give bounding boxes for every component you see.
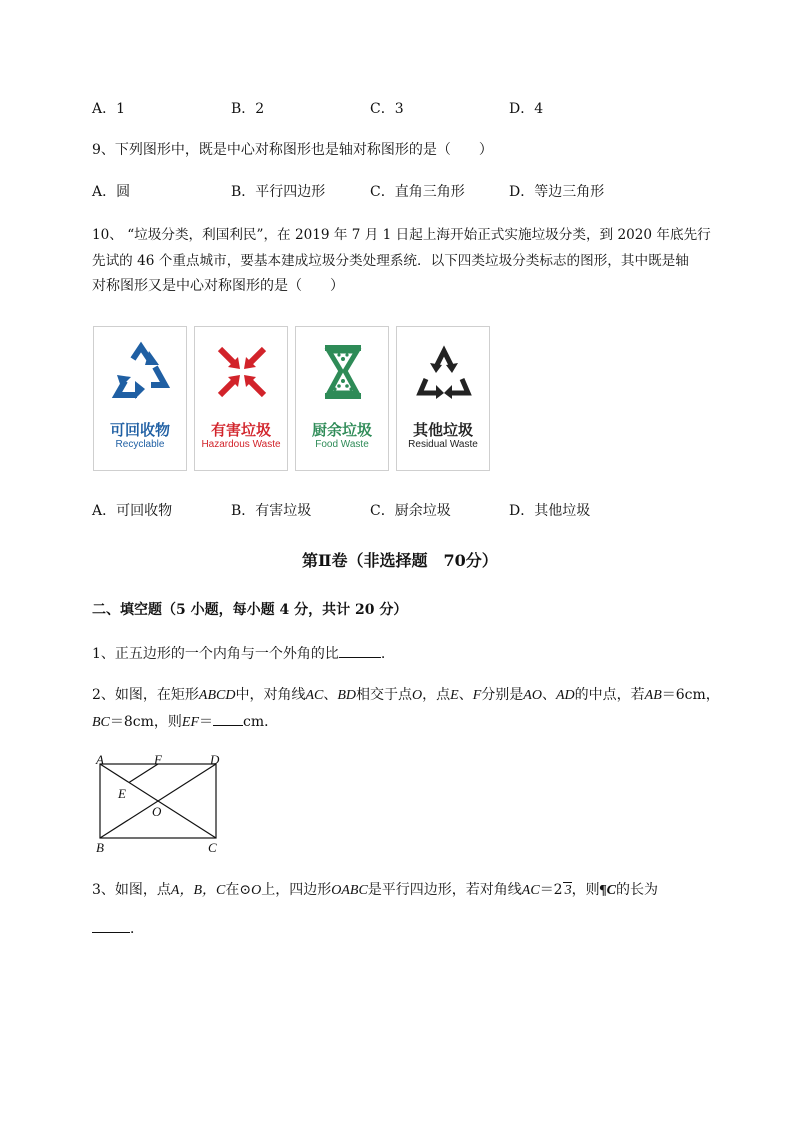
- text: ．: [130, 921, 144, 937]
- text: 、: [541, 687, 556, 703]
- q9-option-c: C．直角三角形: [370, 184, 465, 200]
- recycle-arrows-icon: [111, 341, 171, 403]
- answer-blank[interactable]: [92, 918, 130, 933]
- q8-option-a: A．1: [92, 101, 126, 117]
- answer-blank[interactable]: [339, 643, 381, 658]
- card-en-label: Food Waste: [315, 439, 369, 450]
- text: ＝: [199, 714, 214, 730]
- card-en-label: Hazardous Waste: [201, 439, 281, 450]
- fill-question-3-line-1: [92, 880, 658, 901]
- label-a: A: [96, 752, 104, 767]
- var: AD: [555, 688, 575, 703]
- text: ＝6cm，: [661, 687, 720, 703]
- text: 在⊙: [225, 882, 252, 898]
- split-arrows-icon: [414, 341, 474, 403]
- text: 分别是: [481, 687, 524, 703]
- q9-stem: 9、下列图形中，既是中心对称图形也是轴对称图形的是（ ）: [92, 142, 493, 158]
- card-cn-label: 可回收物: [109, 421, 170, 439]
- card-hazardous: [194, 326, 288, 471]
- label-f: F: [154, 752, 162, 767]
- label-c: C: [208, 840, 217, 855]
- label-o: O: [152, 804, 162, 819]
- q9-option-d: D．等边三角形: [509, 184, 605, 200]
- fill1-text: 1、正五边形的一个内角与一个外角的比: [92, 646, 339, 662]
- fill-question-1: [92, 643, 385, 664]
- var: 3: [564, 883, 572, 898]
- var: O: [412, 688, 423, 703]
- text: 、: [458, 687, 473, 703]
- q10-option-a: A．可回收物: [92, 503, 173, 519]
- text: ＝8cm，则: [109, 714, 182, 730]
- q10-option-c: C．厨余垃圾: [370, 503, 451, 519]
- text: 是平行四边形，若对角线: [367, 882, 522, 898]
- var: AB: [644, 688, 662, 703]
- part2-heading: 二、填空题（5 小题，每小题 4 分，共计 20 分）: [92, 602, 408, 618]
- q10-line-1: 10、 “垃圾分类，利国利民”，在 2019 年 7 月 1 日起上海开始正式实施垃圾分类，到 2020 年底先行: [92, 227, 711, 243]
- q9-option-a: A．圆: [92, 184, 131, 200]
- card-cn-label: 有害垃圾: [210, 421, 271, 439]
- q10-line-2: 先试的 46 个重点城市，要基本建成垃圾分类处理系统．以下四类垃圾分类标志的图形，其中既是轴: [92, 253, 689, 269]
- card-cn-label: 厨余垃圾: [311, 421, 372, 439]
- card-en-label: Recyclable: [115, 439, 165, 450]
- text: 的中点，若: [574, 687, 645, 703]
- fill-question-2-line-2: [92, 711, 278, 733]
- var: F: [472, 688, 482, 703]
- hourglass-icon: [313, 341, 373, 403]
- var: BC: [92, 715, 110, 730]
- card-en-label: Residual Waste: [408, 439, 478, 450]
- fill1-end: .: [380, 646, 386, 662]
- arc-symbol: ¶C: [599, 883, 616, 898]
- text: ，则: [571, 882, 600, 898]
- label-e: E: [118, 786, 126, 801]
- fill-question-3-line-2: [92, 918, 144, 939]
- q10-line-3: 对称图形又是中心对称图形的是（ ）: [92, 278, 344, 294]
- card-recyclable: [93, 326, 187, 471]
- answer-blank[interactable]: [213, 711, 243, 726]
- section-title: 第Ⅱ卷（非选择题 70分）: [302, 551, 498, 570]
- q8-option-c: C．3: [370, 101, 404, 117]
- label-b: B: [96, 840, 104, 855]
- text: 中，对角线: [235, 687, 306, 703]
- text: ，点: [422, 687, 451, 703]
- text: 、: [323, 687, 338, 703]
- var: OABC: [331, 883, 368, 898]
- text: 相交于点: [356, 687, 413, 703]
- sqrt-radicand: [563, 882, 572, 898]
- var: BD: [337, 688, 357, 703]
- text: 3、如图，点: [92, 882, 171, 898]
- var: ABCD: [198, 688, 236, 703]
- text: ＝2: [539, 882, 563, 898]
- card-residual: [396, 326, 490, 471]
- text: cm．: [243, 714, 279, 730]
- var: AO: [523, 688, 542, 703]
- inward-arrows-icon: [212, 341, 272, 403]
- var: E: [450, 688, 459, 703]
- var: O: [251, 883, 262, 898]
- var: AC: [521, 883, 540, 898]
- q9-option-b: B．平行四边形: [231, 184, 326, 200]
- q10-option-d: D．其他垃圾: [509, 503, 591, 519]
- q8-option-d: D．4: [509, 101, 544, 117]
- card-cn-label: 其他垃圾: [412, 421, 473, 439]
- card-food: [295, 326, 389, 471]
- var: AC: [305, 688, 324, 703]
- var: EF: [181, 715, 200, 730]
- var: A，B，C: [170, 883, 226, 898]
- q10-option-b: B．有害垃圾: [231, 503, 312, 519]
- fill-question-2-line-1: [92, 685, 720, 706]
- label-d: D: [210, 752, 220, 767]
- q8-option-b: B．2: [231, 101, 265, 117]
- text: 的长为: [615, 882, 658, 898]
- text: 上，四边形: [261, 882, 332, 898]
- text: 2、如图，在矩形: [92, 687, 199, 703]
